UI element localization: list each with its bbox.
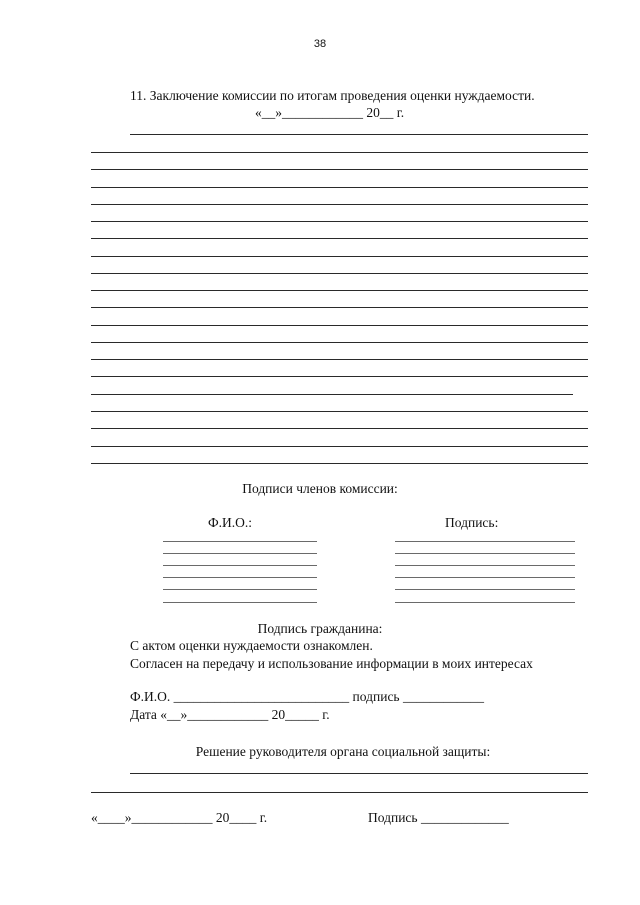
citizen-fio-signature-line: Ф.И.О. __________________________ подпись ____________ [130, 689, 484, 704]
fio-line [163, 565, 317, 566]
decision-line [91, 792, 588, 793]
citizen-acknowledgement: С актом оценки нуждаемости ознакомлен. [130, 638, 373, 653]
writing-line [91, 446, 588, 447]
conclusion-date-line: «__»____________ 20__ г. [255, 105, 405, 120]
writing-line [91, 273, 588, 274]
writing-line [91, 238, 588, 239]
citizen-signature-title: Подпись гражданина: [257, 621, 383, 636]
fio-line [163, 541, 317, 542]
writing-line [91, 290, 588, 291]
writing-line [91, 325, 588, 326]
signature-line [395, 553, 575, 554]
writing-line [130, 134, 588, 135]
writing-line [91, 169, 588, 170]
signatures-title: Подписи членов комиссии: [242, 481, 398, 496]
signature-line [395, 577, 575, 578]
writing-line [91, 463, 588, 464]
decision-date-line: «____»____________ 20____ г. [91, 810, 268, 825]
writing-line [91, 187, 588, 188]
writing-line [91, 221, 588, 222]
writing-line [91, 376, 588, 377]
writing-line [91, 256, 588, 257]
signature-line [395, 565, 575, 566]
writing-line [91, 411, 588, 412]
fio-column-label: Ф.И.О.: [208, 515, 253, 530]
signature-line [395, 602, 575, 603]
decision-line [130, 773, 588, 774]
writing-line [91, 152, 588, 153]
decision-signature-line: Подпись _____________ [368, 810, 509, 825]
writing-line [91, 359, 588, 360]
writing-line [91, 428, 588, 429]
decision-title: Решение руководителя органа социальной защиты: [195, 744, 491, 759]
writing-line [91, 307, 588, 308]
signature-line [395, 589, 575, 590]
writing-line [91, 394, 573, 395]
citizen-consent: Согласен на передачу и использование информации в моих интересах [130, 656, 533, 671]
page-number: 38 [313, 38, 327, 50]
writing-line [91, 204, 588, 205]
fio-line [163, 577, 317, 578]
section-heading: 11. Заключение комиссии по итогам проведения оценки нуждаемости. [130, 88, 535, 103]
signature-column-label: Подпись: [445, 515, 499, 530]
fio-line [163, 602, 317, 603]
writing-line [91, 342, 588, 343]
fio-line [163, 553, 317, 554]
citizen-date-line: Дата «__»____________ 20_____ г. [130, 707, 330, 722]
fio-line [163, 589, 317, 590]
signature-line [395, 541, 575, 542]
